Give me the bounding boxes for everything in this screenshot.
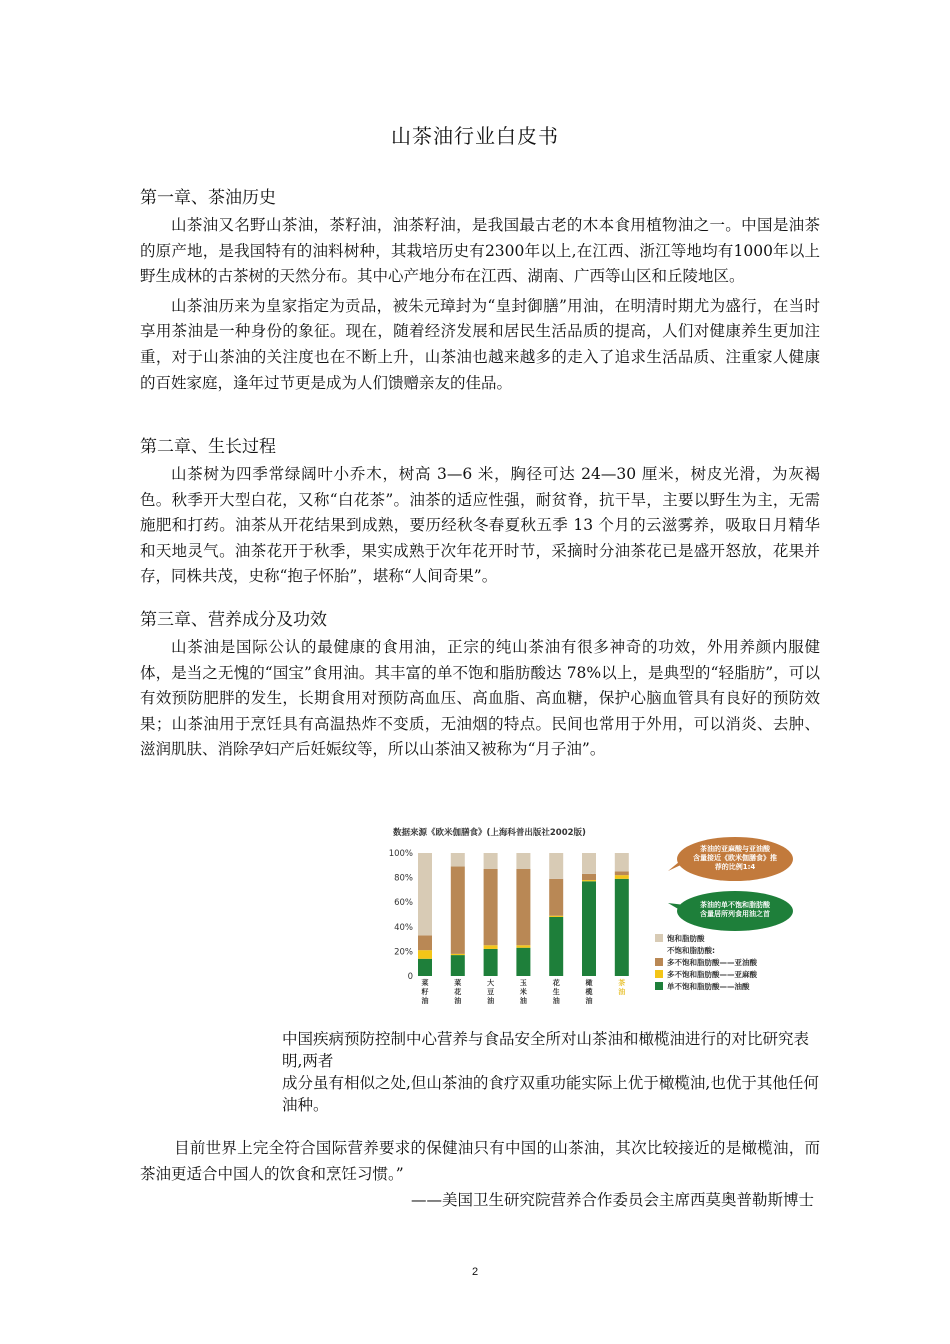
chart-title: 数据来源《欧米伽膳食》(上海科普出版社2002版) <box>393 828 586 838</box>
legend-heading: 不饱和脂肪酸: <box>667 946 715 955</box>
legend-swatch <box>655 934 663 942</box>
bar-segment <box>484 869 498 945</box>
y-tick-label: 80% <box>394 873 413 884</box>
page-number: 2 <box>471 1266 479 1278</box>
bar-segment <box>582 874 596 880</box>
fatty-acid-chart <box>385 823 815 1013</box>
y-tick-label: 20% <box>394 947 413 958</box>
paragraph: 山茶油是国际公认的最健康的食用油，正宗的纯山茶油有很多神奇的功效，外用养颜内服健体，是当之无愧的“国宝”食用油。其丰富的单不饱和脂肪酸达 78%以上，是典型的“轻脂肪”，可以有效预防肥胖的发生，长期食用对预防高血压、高血脂、高血糖，保护心脑血管具有良好的预防效果；山茶油用于烹饪具有高温热炸不变质，无油烟的特点。民间也常用于外用，可以消炎、去肿、滋润肌肤、消除孕妇产后妊娠纹等，所以山茶油又被称为“月子油”。 <box>140 638 820 759</box>
bar-segment <box>418 950 432 959</box>
x-tick-label: 橄榄油 <box>585 979 593 1005</box>
paragraph: 山茶树为四季常绿阔叶小乔木，树高 3—6 米，胸径可达 24—30 厘米，树皮光滑，为灰褐色。秋季开大型白花，又称“白花茶”。油茶的适应性强，耐贫脊，抗干旱，主要以野生为主，无需施肥和打药。油茶从开花结果到成熟，要历经秋冬春夏秋五季 13 个月的云滋雾养，吸取日月精华和天地灵气。油茶花开于秋季，果实成熟于次年花开时节，采摘时分油茶花已是盛开怒放，花果并存，同株共茂，史称“抱子怀胎”，堪称“人间奇果”。 <box>140 465 820 586</box>
x-tick-label: 玉米油 <box>519 979 527 1005</box>
document-title: 山茶油行业白皮书 <box>391 124 559 148</box>
chapter-title: 第一章、茶油历史 <box>140 188 276 208</box>
bar-segment <box>615 879 629 976</box>
legend-swatch <box>655 970 663 978</box>
bar-segment <box>549 879 563 916</box>
bar-segment <box>451 853 465 867</box>
chapter-nutrition <box>140 607 820 767</box>
legend-label: 饱和脂肪酸 <box>667 934 705 943</box>
y-tick-label: 0 <box>407 972 413 982</box>
figure-caption: 成分虽有相似之处,但山茶油的食疗双重功能实际上优于橄榄油,也优于其他任何油种。 <box>282 1074 819 1114</box>
bar-segment <box>418 853 432 935</box>
x-tick-label: 菜籽油 <box>421 979 429 1005</box>
bar-segment <box>615 871 629 875</box>
bar-segment <box>484 949 498 976</box>
bar-segment <box>615 853 629 871</box>
bar-segment <box>451 955 465 976</box>
bar-segment <box>484 945 498 949</box>
bar-segment <box>418 959 432 976</box>
legend-label: 多不饱和脂肪酸——亚麻酸 <box>667 970 757 979</box>
quote-attribution: ——美国卫生研究院营养合作委员会主席西莫奥普勒斯博士 <box>410 1191 814 1209</box>
bar-segment <box>516 945 530 947</box>
chapter-growth <box>140 434 820 594</box>
x-tick-label: 茶油 <box>618 979 626 996</box>
x-tick-label: 花生油 <box>552 979 560 1005</box>
legend-swatch <box>655 958 663 966</box>
y-tick-label: 60% <box>394 898 413 909</box>
paragraph: 山茶油又名野山茶油，茶籽油，油茶籽油，是我国最古老的木本食用植物油之一。中国是油茶的原产地，是我国特有的油料树种，其栽培历史有2300年以上,在江西、浙江等地均有1000年以上野生成林的古茶树的天然分布。其中心产地分布在江西、湖南、广西等山区和丘陵地区。 <box>140 216 820 286</box>
bar-segment <box>549 917 563 976</box>
bar-segment <box>516 948 530 976</box>
bar-segment <box>582 881 596 976</box>
bar-segment <box>582 880 596 881</box>
quote-text: 目前世界上完全符合国际营养要求的保健油只有中国的山茶油，其次比较接近的是橄榄油，而茶油更适合中国人的饮食和烹饪习惯。” <box>140 1139 820 1183</box>
bar-segment <box>451 954 465 955</box>
chapter-history <box>140 185 820 400</box>
bar-segment <box>615 875 629 879</box>
x-tick-label: 大豆油 <box>487 979 495 1005</box>
y-tick-label: 100% <box>388 849 413 859</box>
legend-label: 单不饱和脂肪酸——油酸 <box>667 982 750 991</box>
chapter-title: 第三章、营养成分及功效 <box>140 610 327 630</box>
x-tick-label: 菜花油 <box>454 979 462 1005</box>
callout-text: 茶油的亚麻酸与亚油酸含量接近《欧米伽膳食》推荐的比例1:4 <box>693 845 777 871</box>
y-tick-label: 40% <box>394 922 413 933</box>
bar-segment <box>484 853 498 869</box>
legend-swatch <box>655 982 663 990</box>
chapter-title: 第二章、生长过程 <box>140 437 276 457</box>
bar-segment <box>582 853 596 874</box>
bar-segment <box>549 916 563 917</box>
paragraph: 山茶油历来为皇家指定为贡品，被朱元璋封为“皇封御膳”用油，在明清时期尤为盛行，在当时享用茶油是一种身份的象征。现在，随着经济发展和居民生活品质的提高，人们对健康养生更加注重，对于山茶油的关注度也在不断上升，山茶油也越来越多的走入了追求生活品质、注重家人健康的百姓家庭，逢年过节更是成为人们馈赠亲友的佳品。 <box>140 296 820 392</box>
bar-segment <box>516 853 530 869</box>
bar-segment <box>418 935 432 950</box>
figure-caption: 中国疾病预防控制中心营养与食品安全所对山茶油和橄榄油进行的对比研究表明,两者 <box>282 1030 810 1070</box>
legend-label: 多不饱和脂肪酸——亚油酸 <box>667 958 757 967</box>
callout-text: 茶油的单不饱和脂肪酸含量居所列食用油之首 <box>700 901 770 918</box>
bar-segment <box>516 869 530 945</box>
bar-segment <box>451 867 465 954</box>
bar-segment <box>549 853 563 879</box>
